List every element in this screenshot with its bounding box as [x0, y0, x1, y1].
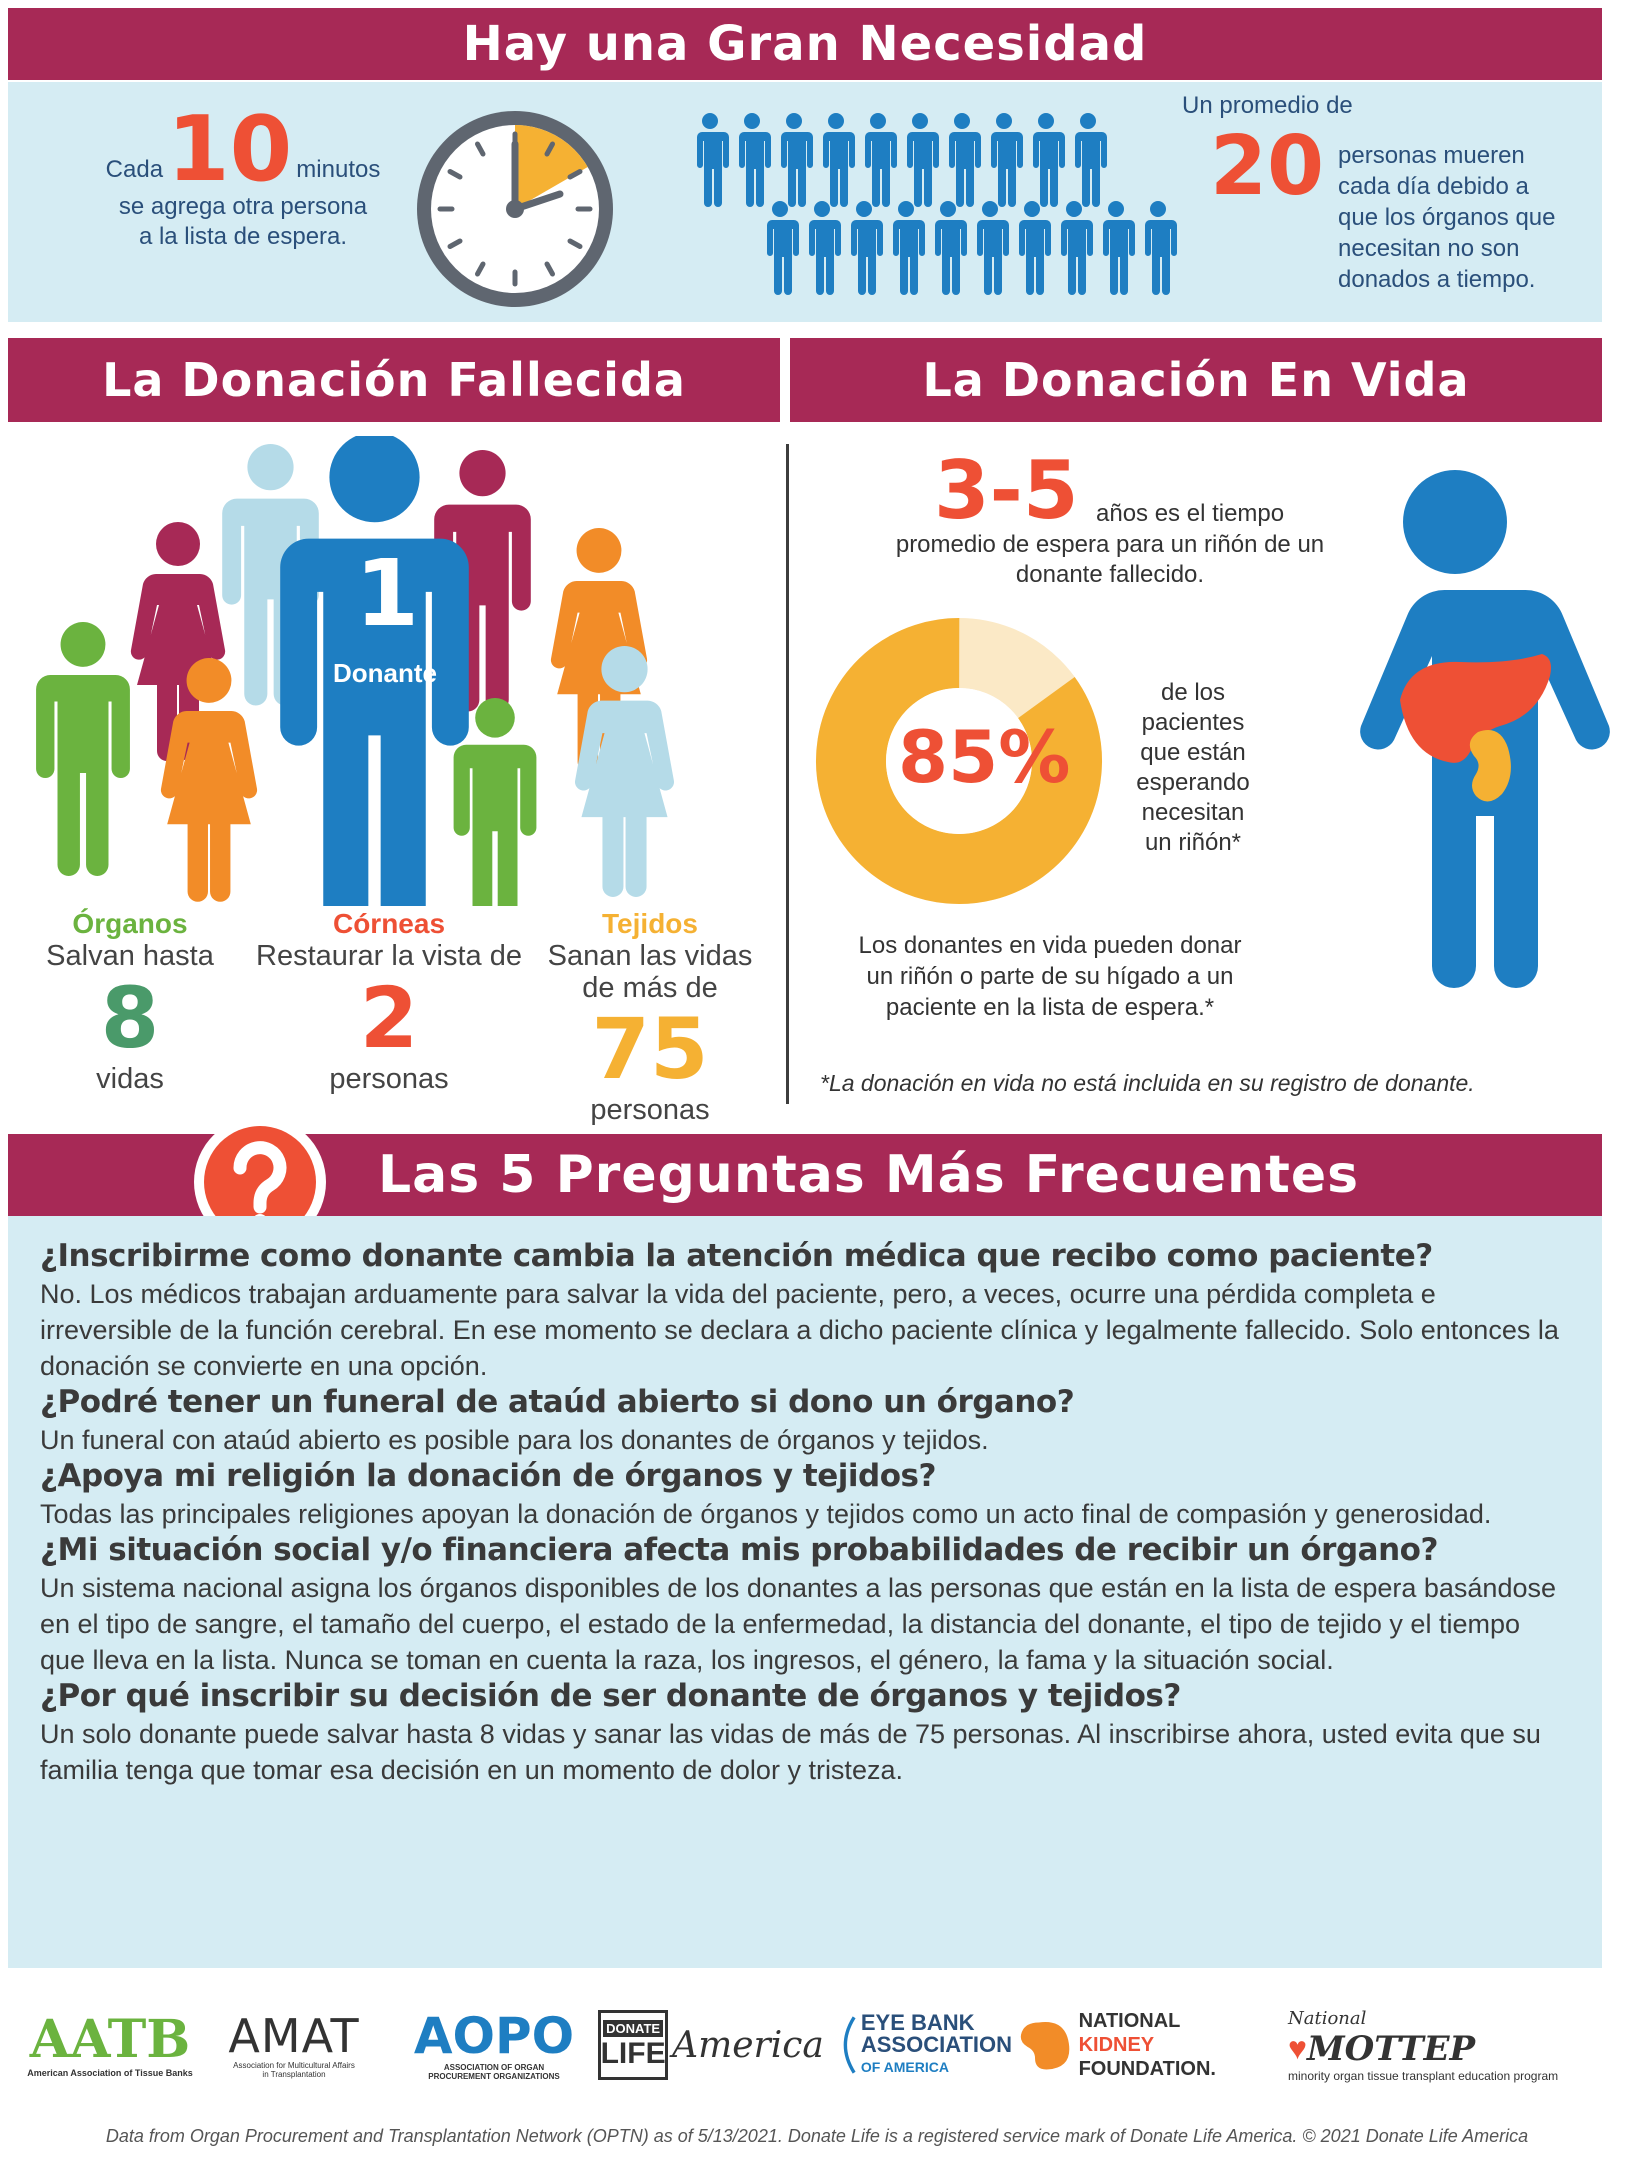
percent-line-1: de los	[1160, 679, 1226, 706]
organs-stat	[20, 908, 240, 1096]
faq-item	[40, 1532, 1570, 1678]
faq-item	[40, 1458, 1570, 1532]
faq-panel	[8, 1216, 1602, 1968]
corneas-label: Córneas	[332, 908, 446, 939]
donate-life-bottom: LIFE	[600, 2036, 666, 2070]
need-left-prefix: Cada	[105, 156, 164, 183]
kidney-logo-icon	[1020, 2017, 1073, 2073]
mottep-logo	[1288, 1990, 1614, 2100]
living-banner	[790, 338, 1602, 422]
wait-line1: años es el tiempo	[1096, 500, 1285, 527]
donate-life-logo	[600, 1990, 824, 2100]
heart-icon: ♥	[1288, 2030, 1307, 2066]
mottep-national: National	[1288, 2007, 1367, 2029]
ebaa-line2: ASSOCIATION	[860, 2032, 1012, 2057]
need-right-line5: donados a tiempo.	[1338, 266, 1536, 293]
need-left-line3: a la lista de espera.	[138, 223, 348, 250]
need-right-prefix: Un promedio de	[1182, 92, 1353, 119]
need-right-line4: necesitan no son	[1338, 235, 1520, 262]
faq-answer-4: Un sistema nacional asigna los órganos disponibles de los donantes a las personas que están en la lista de espera basándose en el tipo de sangre, el tamaño del cuerpo, el estado de la enfermedad, la distancia del donante, el tipo de tejido y el tiempo que lleva en la lista. Nunca se toman en cuenta la raza, los ingresos, el género, la fama y la situación social.	[40, 1573, 1556, 1675]
faq-item	[40, 1384, 1570, 1458]
deceased-title: La Donación Fallecida	[102, 353, 686, 407]
organs-label: Órganos	[72, 908, 188, 939]
clock-icon	[410, 104, 620, 314]
donate-life-script: America	[672, 2024, 824, 2066]
faq-question-1: ¿Inscribirme como donante cambia la atención médica que recibo como paciente?	[40, 1238, 1433, 1274]
corneas-unit: personas	[329, 1063, 449, 1095]
need-right-line1: personas mueren	[1338, 142, 1525, 169]
living-title: La Donación En Vida	[922, 353, 1470, 407]
living-line2: un riñón o parte de su hígado a un	[866, 963, 1234, 990]
organs-desc: Salvan hasta	[46, 940, 214, 972]
faq-item	[40, 1238, 1570, 1384]
ebaa-text	[861, 2012, 1012, 2078]
percent-line-4: esperando	[1136, 769, 1250, 796]
organs-number: 8	[100, 969, 160, 1067]
need-left-stat	[105, 97, 381, 252]
people-crowd-icon	[690, 112, 1250, 312]
amat-subtitle: Association for Multicultural Affairs in Transplantation	[233, 2061, 355, 2079]
faq-answer-2: Un funeral con ataúd abierto es posible para los donantes de órganos y tejidos.	[40, 1425, 989, 1455]
corneas-stat	[246, 908, 532, 1096]
wait-number: 3-5	[934, 444, 1079, 537]
ebaa-line1: EYE BANK	[860, 2010, 975, 2035]
need-left-line2: se agrega otra persona	[118, 193, 368, 220]
aopo-subtitle: ASSOCIATION OF ORGAN PROCUREMENT ORGANIZATIONS	[428, 2063, 560, 2081]
need-left-number: 10	[167, 97, 293, 202]
nkf-foundation: FOUNDATION.	[1078, 2058, 1216, 2080]
tissues-desc1: Sanan las vidas	[547, 940, 753, 972]
faq-question-3: ¿Apoya mi religión la donación de órganos y tejidos?	[40, 1458, 936, 1494]
living-donor-illustration	[1290, 470, 1620, 1010]
mottep-subtitle: minority organ tissue transplant education program	[1288, 2068, 1559, 2083]
tissues-desc2: de más de	[582, 972, 718, 1004]
need-right-text	[1338, 140, 1556, 295]
organs-unit: vidas	[96, 1063, 164, 1095]
wait-line2: promedio de espera para un riñón de un	[895, 531, 1325, 558]
tissues-stat	[540, 908, 760, 1127]
faq-item	[40, 1678, 1570, 1788]
nkf-national: NATIONAL	[1078, 2010, 1181, 2032]
percent-line-6: un riñón*	[1144, 829, 1242, 856]
percent-text	[1108, 678, 1278, 858]
wait-text	[860, 530, 1360, 590]
eye-arc-icon	[842, 2002, 857, 2088]
percent-line-2: pacientes	[1141, 709, 1245, 736]
percent-line-5: necesitan	[1141, 799, 1245, 826]
faq-answer-5: Un solo donante puede salvar hasta 8 vidas y sanar las vidas de más de 75 personas. Al inscribirse ahora, usted evita que su familia tenga que tomar esa decisión en un momento de dolor y tristeza.	[40, 1719, 1541, 1785]
faq-question-4: ¿Mi situación social y/o financiera afecta mis probabilidades de recibir un órgano?	[40, 1532, 1438, 1568]
tissues-number: 75	[591, 1000, 709, 1098]
aatb-logo	[20, 1990, 200, 2100]
need-left-unit: minutos	[296, 156, 381, 183]
tissues-unit: personas	[590, 1094, 710, 1126]
need-banner	[8, 8, 1602, 80]
wait-line3: donante fallecido.	[1015, 561, 1205, 588]
nkf-logo	[1020, 1990, 1250, 2100]
living-footnote: *La donación en vida no está incluida en su registro de donante.	[820, 1070, 1475, 1096]
faq-answer-3: Todas las principales religiones apoyan la donación de órganos y tejidos como un acto final de compasión y generosidad.	[40, 1499, 1492, 1529]
amat-logo	[214, 1990, 374, 2100]
donate-life-box	[598, 2010, 668, 2080]
ebaa-line3: OF AMERICA	[860, 2059, 949, 2075]
need-right-line2: cada día debido a	[1338, 173, 1529, 200]
faq-question-5: ¿Por qué inscribir su decisión de ser donante de órganos y tejidos?	[40, 1678, 1181, 1714]
tissues-label: Tejidos	[602, 908, 698, 939]
living-line1: Los donantes en vida pueden donar	[858, 932, 1242, 959]
mottep-mark: MOTTEP	[1307, 2028, 1476, 2069]
faq-title: Las 5 Preguntas Más Frecuentes	[378, 1145, 1360, 1205]
donor-label: Donante	[333, 658, 437, 688]
section-divider	[786, 444, 789, 1104]
nkf-text	[1079, 2009, 1250, 2081]
percent-label: 85%	[898, 715, 1071, 799]
faq-answer-1: No. Los médicos trabajan arduamente para salvar la vida del paciente, pero, a veces, ocurre una pérdida completa e irreversible de la función cerebral. En ese momento se declara a dicho paciente clínica y legalmente fallecido. Solo entonces la donación se convierte en una opción.	[40, 1279, 1559, 1381]
aatb-mark: AATB	[29, 2009, 191, 2070]
corneas-desc: Restaurar la vista de	[256, 940, 522, 972]
percent-line-3: que están	[1140, 739, 1246, 766]
donate-life-top: DONATE	[603, 2020, 663, 2037]
aopo-mark: AOPO	[413, 2007, 575, 2065]
donor-number: 1	[354, 540, 419, 647]
aatb-subtitle: American Association of Tissue Banks	[27, 2068, 193, 2078]
faq-question-2: ¿Podré tener un funeral de ataúd abierto si dono un órgano?	[40, 1384, 1075, 1420]
aopo-logo	[404, 1990, 584, 2100]
living-text	[820, 930, 1280, 1023]
nkf-kidney: KIDNEY	[1078, 2034, 1155, 2056]
need-right-number: 20	[1210, 119, 1325, 214]
amat-mark: AMAT	[228, 2009, 360, 2063]
deceased-banner	[8, 338, 780, 422]
need-right-line3: que los órganos que	[1338, 204, 1556, 231]
living-line3: paciente en la lista de espera.*	[885, 994, 1215, 1021]
ebaa-logo	[842, 1990, 1012, 2100]
corneas-number: 2	[359, 969, 419, 1067]
footer-note: Data from Organ Procurement and Transplantation Network (OPTN) as of 5/13/2021. Donate Life is a registered service mark of Donate Life America. © 2021 Donate Life America	[105, 2126, 1529, 2146]
need-title: Hay una Gran Necesidad	[462, 16, 1148, 72]
